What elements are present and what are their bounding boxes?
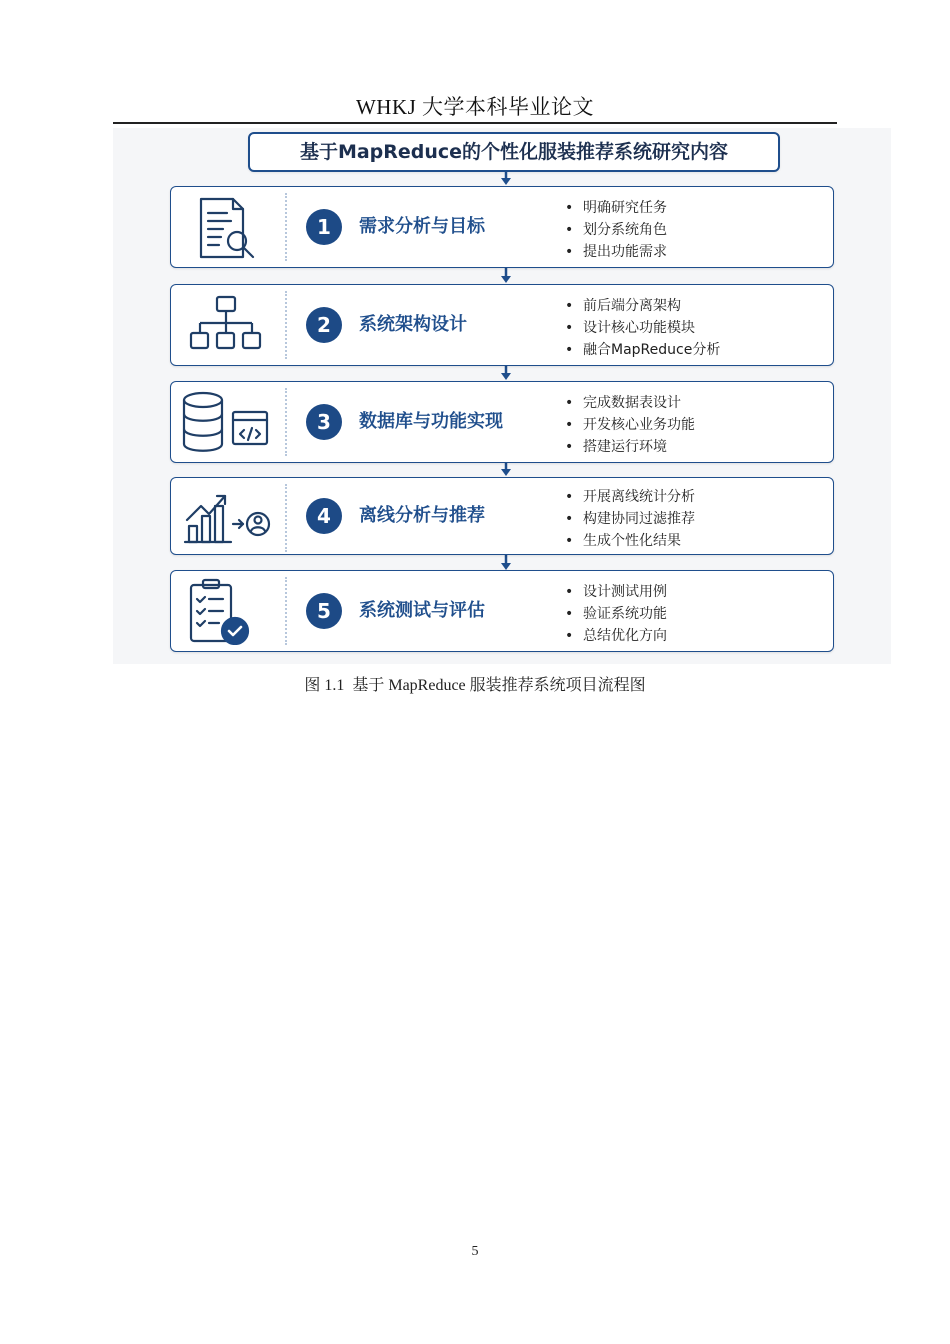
step-bullet: • 构建协同过滤推荐 [565, 508, 695, 530]
down-arrow-icon [500, 365, 512, 381]
caption-label: 图 1.1 [304, 677, 345, 694]
step-bullet: • 验证系统功能 [565, 603, 667, 625]
header-rule [113, 122, 837, 124]
step-bullet-list [565, 486, 695, 552]
step-bullet: • 开发核心业务功能 [565, 414, 695, 436]
step-title: 系统测试与评估 [359, 600, 485, 621]
step-bullet-list [565, 197, 667, 263]
step-card-3 [170, 381, 834, 463]
step-bullet: • 总结优化方向 [565, 625, 667, 647]
hierarchy-icon [181, 291, 277, 359]
flowchart-figure [113, 128, 891, 664]
step-title: 数据库与功能实现 [359, 411, 503, 432]
step-card-1 [170, 186, 834, 268]
analytics-user-icon [181, 484, 277, 552]
step-divider [285, 577, 287, 645]
step-title: 系统架构设计 [359, 314, 467, 335]
step-bullet: • 生成个性化结果 [565, 530, 695, 552]
step-number-badge: 2 [306, 307, 342, 343]
checklist-icon [181, 577, 277, 645]
step-bullet: • 划分系统角色 [565, 219, 667, 241]
page-number: 5 [471, 1244, 479, 1259]
step-bullet: • 提出功能需求 [565, 241, 667, 263]
step-title: 离线分析与推荐 [359, 505, 485, 526]
step-divider [285, 291, 287, 359]
down-arrow-icon [500, 555, 512, 571]
step-bullet: • 搭建运行环境 [565, 436, 695, 458]
step-bullet: • 设计测试用例 [565, 581, 667, 603]
step-bullet-list [565, 581, 667, 647]
down-arrow-icon [500, 170, 512, 186]
step-bullet: • 明确研究任务 [565, 197, 667, 219]
step-bullet: • 前后端分离架构 [565, 295, 720, 317]
step-bullet: • 融合MapReduce分析 [565, 339, 720, 361]
step-bullet-list [565, 392, 695, 458]
page-header: WHKJ 大学本科毕业论文 [355, 95, 595, 119]
step-bullet: • 设计核心功能模块 [565, 317, 720, 339]
step-bullet-list [565, 295, 720, 361]
step-divider [285, 388, 287, 456]
step-divider [285, 484, 287, 552]
step-bullet: • 开展离线统计分析 [565, 486, 695, 508]
step-card-2 [170, 284, 834, 366]
step-title: 需求分析与目标 [359, 216, 485, 237]
caption-text: 基于 MapReduce 服装推荐系统项目流程图 [352, 677, 646, 694]
step-number-badge: 5 [306, 593, 342, 629]
document-search-icon [181, 193, 277, 261]
step-card-5 [170, 570, 834, 652]
figure-title: 基于MapReduce的个性化服装推荐系统研究内容 [248, 132, 780, 172]
step-card-4 [170, 477, 834, 555]
database-code-icon [181, 388, 277, 456]
step-number-badge: 1 [306, 209, 342, 245]
step-number-badge: 3 [306, 404, 342, 440]
down-arrow-icon [500, 268, 512, 284]
step-divider [285, 193, 287, 261]
step-bullet: • 完成数据表设计 [565, 392, 695, 414]
step-number-badge: 4 [306, 498, 342, 534]
figure-caption [0, 672, 950, 695]
down-arrow-icon [500, 461, 512, 477]
